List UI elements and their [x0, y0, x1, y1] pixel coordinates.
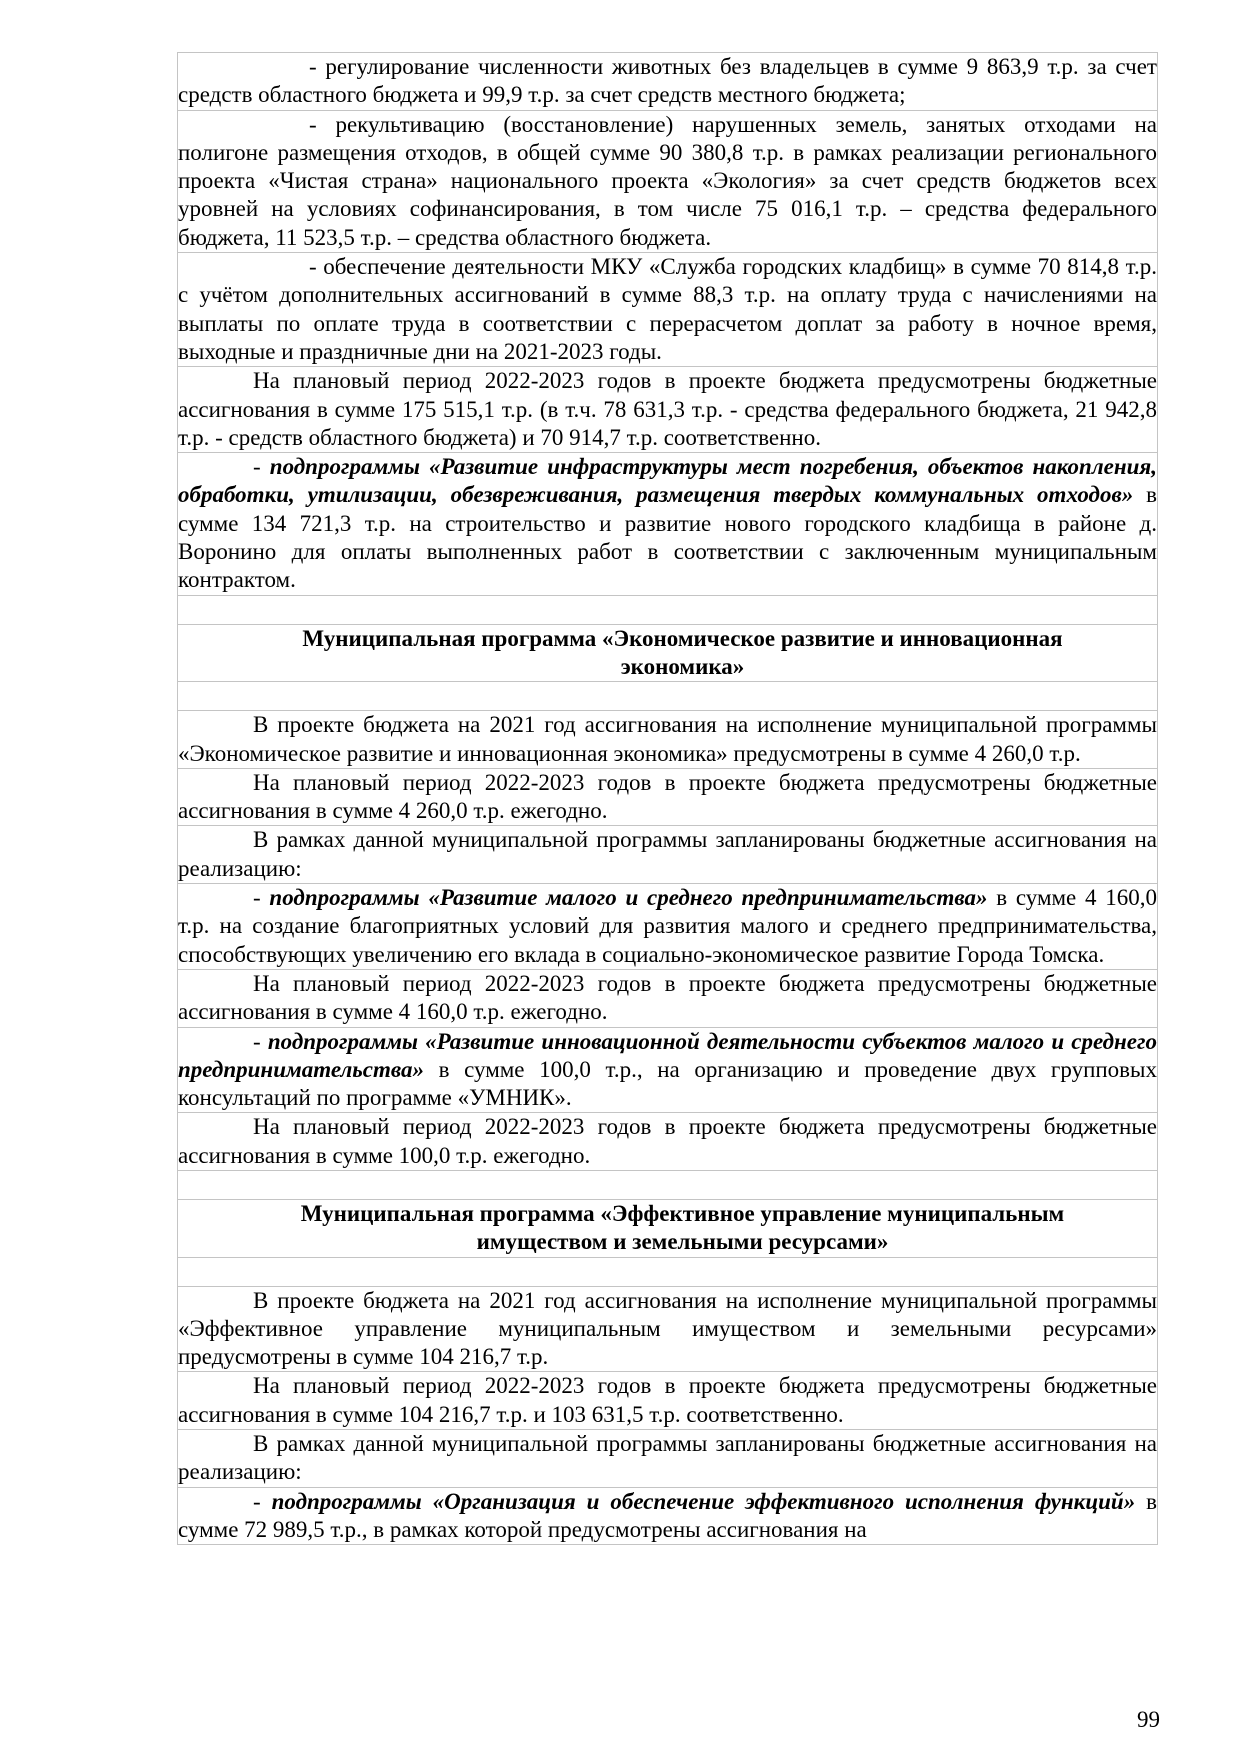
paragraph-subprogram-infrastructure	[178, 453, 1157, 594]
paragraph-cemetery-service: - обеспечение деятельности МКУ «Служба городских кладбищ» в сумме 70 814,8 т.р. с учётом дополнительных ассигнований в сумме 88,3 т.р. на оплату труда с начислениями на выплаты по оплате труда в соответствии с перерасчетом доплат за работу в ночное время, выходные и праздничные дни на 2021-2023 годы.	[178, 254, 1157, 364]
paragraph-text: в сумме 72 989,5 т.р., в рамках которой предусмотрены ассигнования на	[178, 1488, 1157, 1542]
paragraph-subprogram-functions	[178, 1488, 1157, 1545]
paragraph-subprogram-innovation	[178, 1028, 1157, 1113]
paragraph-block	[177, 52, 1158, 110]
paragraph-planning-period-3: На плановый период 2022-2023 годов в проекте бюджета предусмотрены бюджетные ассигнования в сумме 4 160,0 т.р. ежегодно.	[178, 970, 1157, 1025]
paragraph-block	[177, 452, 1158, 594]
heading-block	[177, 624, 1158, 682]
empty-row	[177, 595, 1158, 624]
dash: -	[253, 885, 270, 911]
paragraph-subprogram-small-business	[178, 884, 1157, 969]
empty-row	[177, 681, 1158, 710]
paragraph-block	[177, 1027, 1158, 1113]
paragraph-block	[177, 252, 1158, 366]
paragraph-land-recultivation: - рекультивацию (восстановление) нарушенных земель, занятых отходами на полигоне размещения отходов, в общей сумме 90 380,8 т.р. в рамках реализации регионального проекта «Чистая страна» национального проекта «Экология» за счет средств бюджетов всех уровней на условиях софинансирования, в том числе 75 016,1 т.р. – средства федерального бюджета, 11 523,5 т.р. – средства областного бюджета.	[178, 111, 1157, 250]
dash: -	[253, 1028, 268, 1054]
paragraph-property-budget: В проекте бюджета на 2021 год ассигнования на исполнение муниципальной программы «Эффективное управление муниципальным имуществом и земельными ресурсами» предусмотрены в сумме 104 216,7 т.р.	[178, 1287, 1157, 1370]
subprogram-title: подпрограммы «Развитие малого и среднего предпринимательства»	[269, 885, 988, 911]
paragraph-implementation-2: В рамках данной муниципальной программы запланированы бюджетные ассигнования на реализацию:	[178, 1431, 1157, 1485]
paragraph-stray-animals: - регулирование численности животных без владельцев в сумме 9 863,9 т.р. за счет средств областного бюджета и 99,9 т.р. за счет средств местного бюджета;	[178, 54, 1157, 108]
paragraph-block	[177, 825, 1158, 883]
page-number: 99	[1137, 1707, 1160, 1732]
paragraph-block	[177, 1286, 1158, 1372]
paragraph-block	[177, 366, 1158, 452]
empty-row	[177, 1257, 1158, 1286]
paragraph-text: в сумме 100,0 т.р., на организацию и проведение двух групповых консультаций по программе «УМНИК».	[178, 1056, 1157, 1111]
paragraph-text: в сумме 4 160,0 т.р. на создание благоприятных условий для развития малого и среднего предпринимательства, способствующих увеличению его вклада в социально-экономическое развитие Города Томска.	[178, 885, 1158, 967]
subprogram-title: подпрограммы «Развитие инфраструктуры мест погребения, объектов накопления, обработки, утилизации, обезвреживания, размещения твердых коммунальных отходов»	[178, 454, 1157, 508]
dash: -	[253, 1488, 272, 1514]
paragraph-block	[177, 1487, 1158, 1546]
dash: -	[253, 454, 270, 480]
paragraph-planning-period-5: На плановый период 2022-2023 годов в проекте бюджета предусмотрены бюджетные ассигнования в сумме 104 216,7 т.р. и 103 631,5 т.р. соответственно.	[178, 1373, 1157, 1427]
paragraph-planning-period-4: На плановый период 2022-2023 годов в проекте бюджета предусмотрены бюджетные ассигнования в сумме 100,0 т.р. ежегодно.	[178, 1114, 1157, 1168]
empty-row	[177, 1170, 1158, 1199]
heading-block	[177, 1199, 1158, 1257]
paragraph-text: в сумме 134 721,3 т.р. на строительство и развитие нового городского кладбища в районе д. Воронино для оплаты выполненных работ в соответствии с заключенным муниципальным контрактом.	[178, 482, 1157, 593]
paragraph-block	[177, 110, 1158, 252]
subprogram-title: подпрограммы «Развитие инновационной деятельности субъектов малого и среднего предпринимательства»	[178, 1028, 1157, 1082]
paragraph-planning-period-1: На плановый период 2022-2023 годов в проекте бюджета предусмотрены бюджетные ассигнования в сумме 175 515,1 т.р. (в т.ч. 78 631,3 т.р. - средства федерального бюджета, 21 942,8 т.р. - средств областного бюджета) и 70 914,7 т.р. соответственно.	[178, 368, 1157, 450]
paragraph-block	[177, 969, 1158, 1027]
paragraph-economic-budget: В проекте бюджета на 2021 год ассигнования на исполнение муниципальной программы «Экономическое развитие и инновационная экономика» предусмотрены в сумме 4 260,0 т.р.	[178, 712, 1157, 766]
section-heading-economic: Муниципальная программа «Экономическое развитие и инновационная экономика»	[302, 625, 1063, 679]
paragraph-block	[177, 768, 1158, 826]
paragraph-block	[177, 1371, 1158, 1429]
section-heading-property: Муниципальная программа «Эффективное управление муниципальным имуществом и земельными ресурсами»	[300, 1200, 1065, 1255]
paragraph-block	[177, 710, 1158, 768]
paragraph-implementation-1: В рамках данной муниципальной программы запланированы бюджетные ассигнования на реализацию:	[178, 827, 1157, 881]
paragraph-block	[177, 883, 1158, 969]
subprogram-title: подпрограммы «Организация и обеспечение эффективного исполнения функций»	[271, 1488, 1136, 1514]
paragraph-planning-period-2: На плановый период 2022-2023 годов в проекте бюджета предусмотрены бюджетные ассигнования в сумме 4 260,0 т.р. ежегодно.	[178, 769, 1157, 824]
paragraph-block	[177, 1112, 1158, 1170]
paragraph-block	[177, 1429, 1158, 1487]
document-page	[177, 52, 1158, 1545]
